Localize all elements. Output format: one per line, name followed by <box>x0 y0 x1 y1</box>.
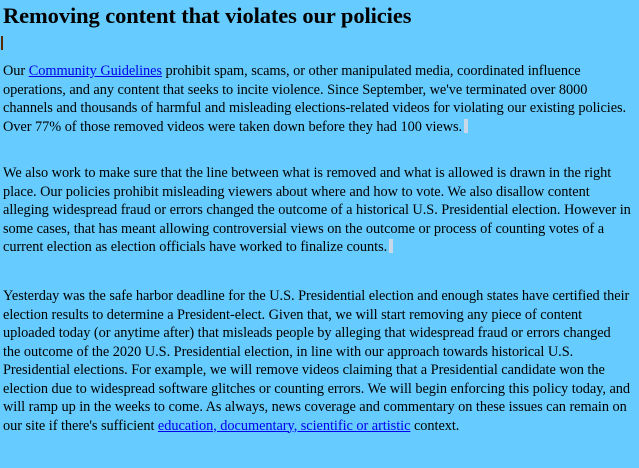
p3-text-after: context. <box>410 417 460 434</box>
paragraph-content-policy <box>3 62 631 136</box>
p1-cursor-marker <box>464 119 468 133</box>
paragraph-line-drawing <box>3 164 631 257</box>
education-documentary-link[interactable]: education, documentary, scientific or artistic <box>157 417 411 434</box>
p1-text-before: Our <box>3 63 29 79</box>
article-heading: Removing content that violates our policies <box>3 3 412 28</box>
community-guidelines-link[interactable]: Community Guidelines <box>28 63 162 79</box>
p3-text-before: Yesterday was the safe harbor deadline for the U.S. Presidential election and enough states have certified their election results to determine a President-elect. Given that, we will start removing any piece of content uploaded today (or anytime after) that misleads people by alleging that widespread fraud or errors changed the outcome of the 2020 U.S. Presidential election, in line with our approach towards historical U.S. Presidential elections. For example, we will remove videos claiming that a Presidential candidate won the election due to widespread software glitches or counting errors. We will begin enforcing this policy today, and will ramp up in the weeks to come. As always, news coverage and commentary on these issues can remain on our site if there's sufficient <box>3 288 631 434</box>
p2-text: We also work to make sure that the line between what is removed and what is allowed is drawn in the right place. Our policies prohibit misleading viewers about where and how to vote. We also disallow content alleging widespread fraud or errors changed the outcome of a historical U.S. Presidential election. However in some cases, that has meant allowing controversial views on the outcome or process of counting votes of a current election as election officials have worked to finalize counts. <box>3 165 631 255</box>
p2-cursor-marker <box>389 239 393 253</box>
paragraph-safe-harbor <box>3 287 631 435</box>
p1-text-after: prohibit spam, scams, or other manipulated media, coordinated influence operations, and any content that seeks to incite violence. Since September, we've terminated over 8000 channels and thousands of harmful and misleading elections-related videos for violating our existing policies. Over 77% of those removed videos were taken down before they had 100 views. <box>3 63 627 135</box>
text-cursor-marker <box>1 36 3 50</box>
